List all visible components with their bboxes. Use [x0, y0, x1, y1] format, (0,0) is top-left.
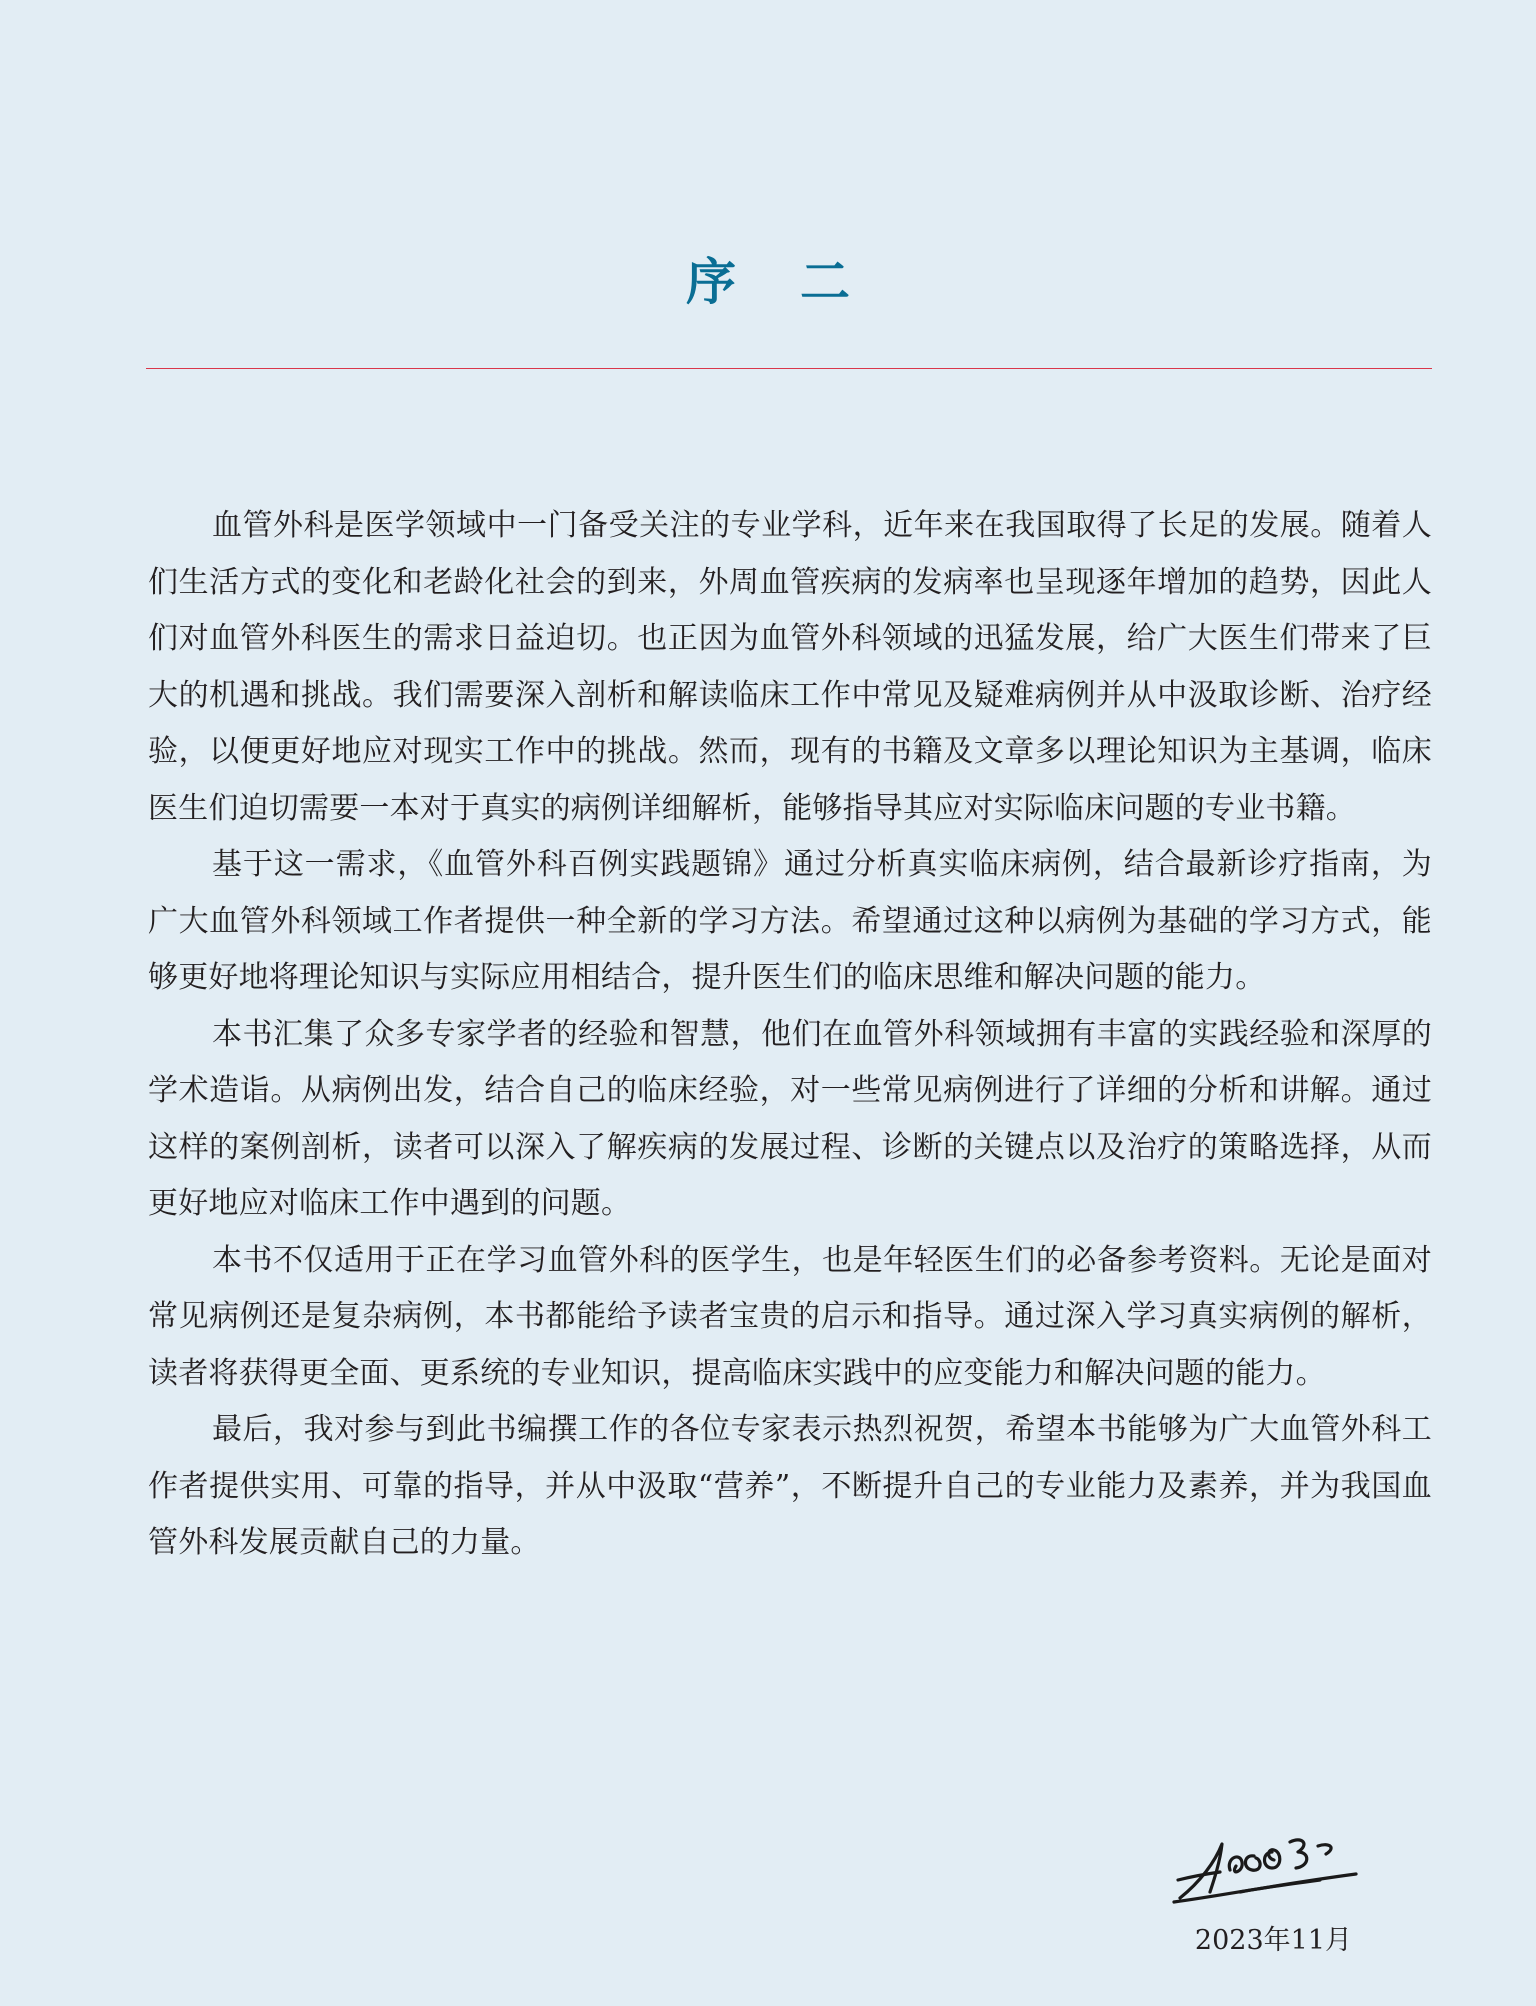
preface-body	[148, 498, 1432, 1572]
page-title: 序二	[686, 251, 914, 311]
paragraph-1: 血管外科是医学领域中一门备受关注的专业学科，近年来在我国取得了长足的发展。随着人们生活方式的变化和老龄化社会的到来，外周血管疾病的发病率也呈现逐年增加的趋势，因此人们对血管外科医生的需求日益迫切。也正因为血管外科领域的迅猛发展，给广大医生们带来了巨大的机遇和挑战。我们需要深入剖析和解读临床工作中常见及疑难病例并从中汲取诊断、治疗经验，以便更好地应对现实工作中的挑战。然而，现有的书籍及文章多以理论知识为主基调，临床医生们迫切需要一本对于真实的病例详细解析，能够指导其应对实际临床问题的专业书籍。	[148, 508, 1432, 826]
paragraph-2: 基于这一需求，《血管外科百例实践题锦》通过分析真实临床病例，结合最新诊疗指南，为广大血管外科领域工作者提供一种全新的学习方法。希望通过这种以病例为基础的学习方式，能够更好地将理论知识与实际应用相结合，提升医生们的临床思维和解决问题的能力。	[148, 847, 1432, 995]
paragraph-3: 本书汇集了众多专家学者的经验和智慧，他们在血管外科领域拥有丰富的实践经验和深厚的学术造诣。从病例出发，结合自己的临床经验，对一些常见病例进行了详细的分析和讲解。通过这样的案例剖析，读者可以深入了解疾病的发展过程、诊断的关键点以及治疗的策略选择，从而更好地应对临床工作中遇到的问题。	[148, 1016, 1432, 1221]
paragraph-4: 本书不仅适用于正在学习血管外科的医学生，也是年轻医生们的必备参考资料。无论是面对常见病例还是复杂病例，本书都能给予读者宝贵的启示和指导。通过深入学习真实病例的解析，读者将获得更全面、更系统的专业知识，提高临床实践中的应变能力和解决问题的能力。	[148, 1242, 1432, 1391]
title-divider	[146, 368, 1432, 369]
handwritten-signature	[1170, 1822, 1360, 1912]
paragraph-5: 最后，我对参与到此书编撰工作的各位专家表示热烈祝贺，希望本书能够为广大血管外科工作者提供实用、可靠的指导，并从中汲取“营养”，不断提升自己的专业能力及素养，并为我国血管外科发展贡献自己的力量。	[148, 1412, 1432, 1560]
date-stamp: 2023年11月	[1194, 1925, 1352, 1956]
